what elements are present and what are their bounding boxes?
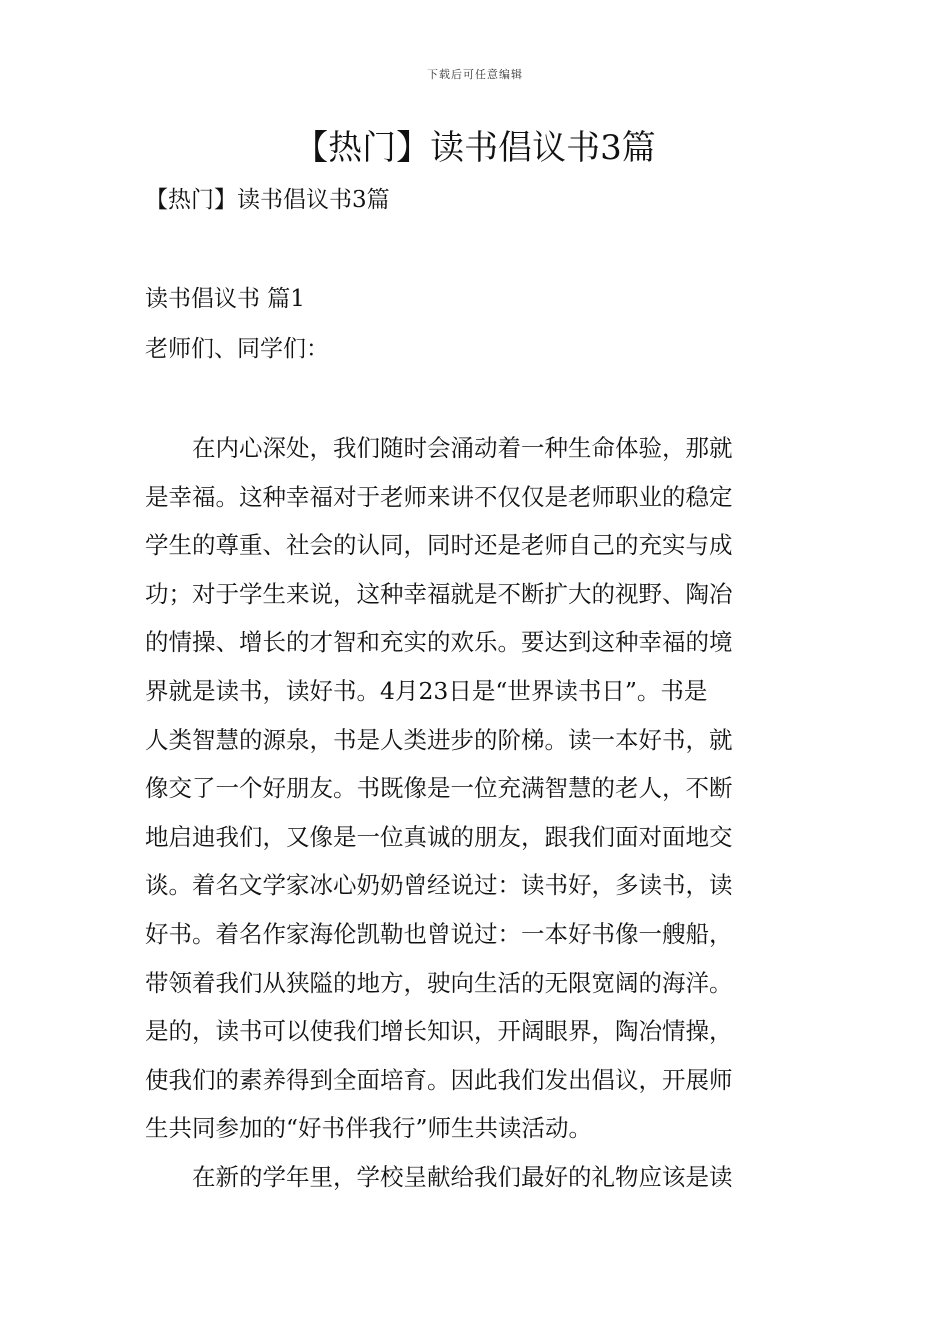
section-heading: 读书倡议书 篇1 [145, 286, 305, 312]
paragraph-line: 像交了一个好朋友。书既像是一位充满智慧的老人，不断 [145, 774, 733, 803]
body-paragraphs [145, 424, 810, 1202]
paragraph-line: 学生的尊重、社会的认同，同时还是老师自己的充实与成 [145, 531, 733, 560]
paragraph-line: 功；对于学生来说，这种幸福就是不断扩大的视野、陶冶 [145, 579, 733, 608]
paragraph-line: 界就是读书，读好书。4月23日是“世界读书日”。书是 [145, 676, 708, 705]
paragraph-line: 是的，读书可以使我们增长知识，开阔眼界，陶冶情操， [145, 1017, 733, 1046]
document-subtitle: 【热门】读书倡议书3篇 [145, 187, 390, 213]
paragraph-line: 谈。着名文学家冰心奶奶曾经说过：读书好，多读书，读 [145, 871, 733, 900]
paragraph-line: 生共同参加的“好书伴我行”师生共读活动。 [145, 1114, 593, 1143]
paragraph-line: 人类智慧的源泉，书是人类进步的阶梯。读一本好书，就 [145, 725, 733, 754]
paragraph-line: 是幸福。这种幸福对于老师来讲不仅仅是老师职业的稳定 [145, 482, 733, 511]
paragraph-line: 好书。着名作家海伦凯勒也曾说过：一本好书像一艘船， [145, 919, 733, 948]
document-title: 【热门】读书倡议书3篇 [294, 128, 656, 168]
salutation: 老师们、同学们： [145, 336, 329, 362]
paragraph-line: 带领着我们从狭隘的地方，驶向生活的无限宽阔的海洋。 [145, 968, 733, 997]
paragraph-line: 在新的学年里，学校呈献给我们最好的礼物应该是读 [145, 1162, 733, 1191]
paragraph-line: 在内心深处，我们随时会涌动着一种生命体验，那就 [145, 434, 733, 462]
paragraph-line: 使我们的素养得到全面培育。因此我们发出倡议，开展师 [145, 1065, 733, 1094]
paragraph-line: 的情操、增长的才智和充实的欢乐。要达到这种幸福的境 [145, 628, 733, 657]
header-note: 下载后可任意编辑 [427, 68, 523, 81]
paragraph-line: 地启迪我们，又像是一位真诚的朋友，跟我们面对面地交 [145, 822, 733, 851]
